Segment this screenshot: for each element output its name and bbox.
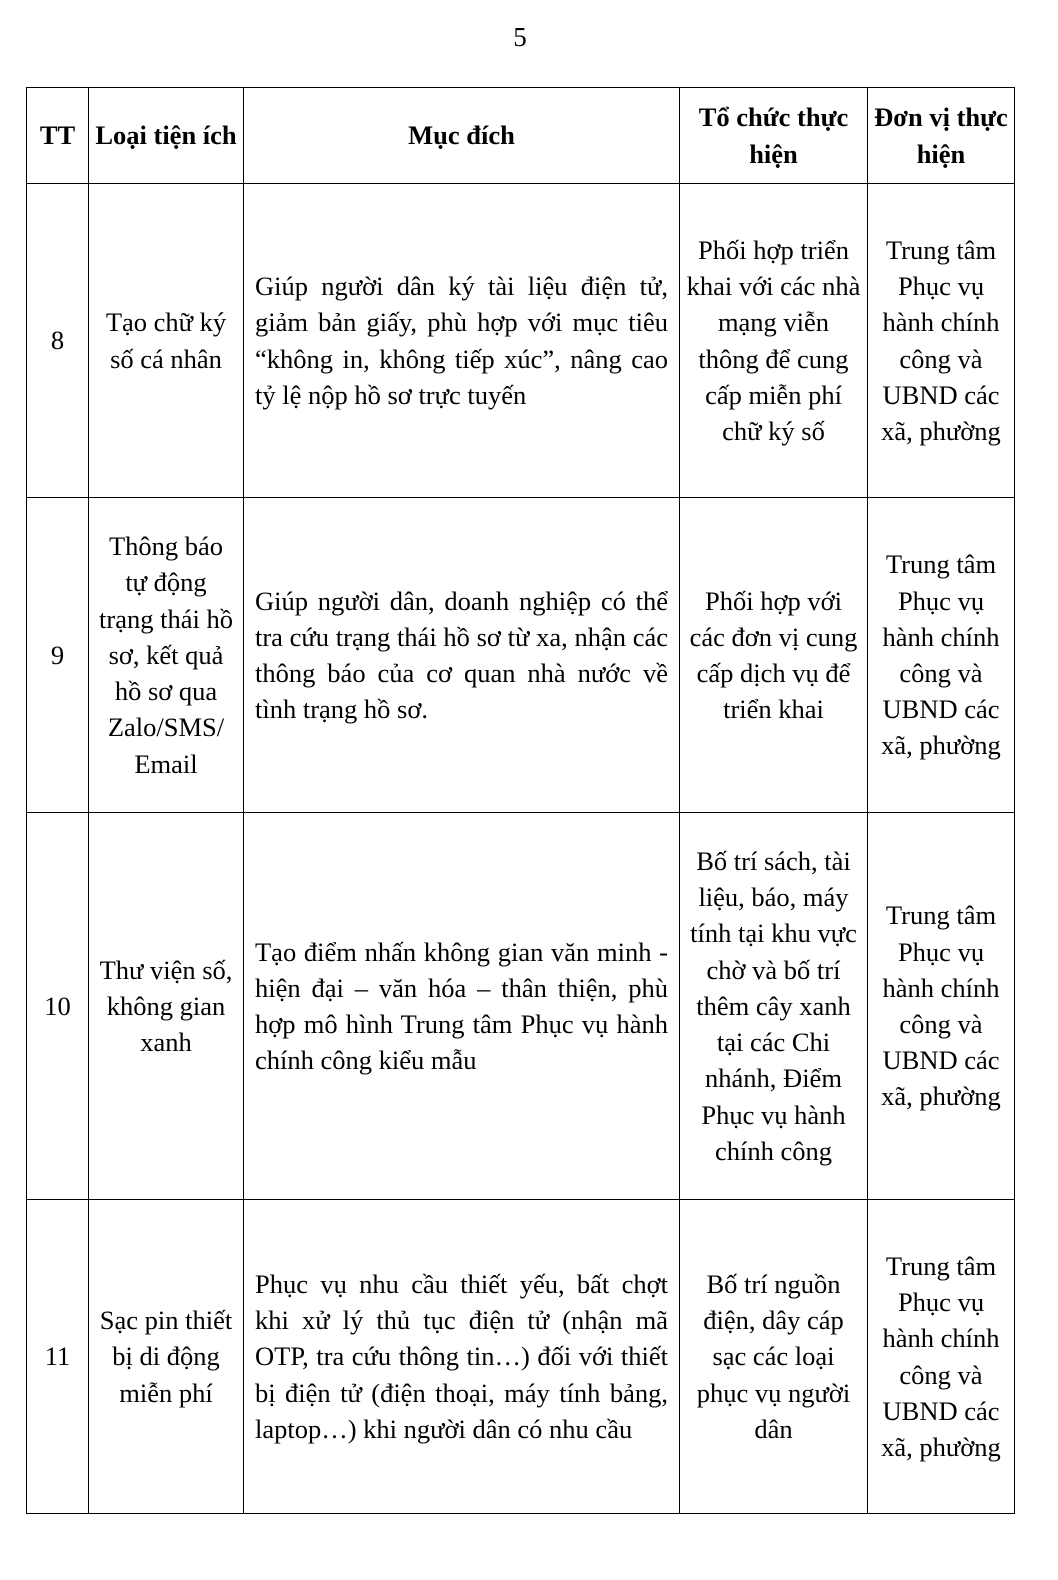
utilities-table	[26, 87, 1015, 1514]
header-organize: Tổ chức thực hiện	[680, 88, 868, 184]
cell-unit: Trung tâm Phục vụ hành chính công và UBND các xã, phường	[868, 184, 1015, 498]
cell-tt: 8	[27, 184, 89, 498]
cell-type: Sạc pin thiết bị di động miễn phí	[89, 1200, 244, 1514]
table-row	[27, 1200, 1015, 1514]
table-body	[27, 184, 1015, 1514]
table-row	[27, 813, 1015, 1200]
table-header	[27, 88, 1015, 184]
header-purpose: Mục đích	[244, 88, 680, 184]
cell-purpose: Giúp người dân ký tài liệu điện tử, giảm bản giấy, phù hợp với mục tiêu “không in, không tiếp xúc”, nâng cao tỷ lệ nộp hồ sơ trực tuyến	[244, 184, 680, 498]
cell-unit: Trung tâm Phục vụ hành chính công và UBND các xã, phường	[868, 498, 1015, 813]
cell-tt: 9	[27, 498, 89, 813]
cell-tt: 10	[27, 813, 89, 1200]
cell-type: Tạo chữ ký số cá nhân	[89, 184, 244, 498]
cell-purpose: Phục vụ nhu cầu thiết yếu, bất chợt khi xử lý thủ tục điện tử (nhận mã OTP, tra cứu thông tin…) đối với thiết bị điện tử (điện thoại, máy tính bảng, laptop…) khi người dân có nhu cầu	[244, 1200, 680, 1514]
cell-unit: Trung tâm Phục vụ hành chính công và UBND các xã, phường	[868, 813, 1015, 1200]
header-type: Loại tiện ích	[89, 88, 244, 184]
table-row	[27, 184, 1015, 498]
page-number: 5	[513, 22, 527, 52]
cell-purpose: Giúp người dân, doanh nghiệp có thể tra cứu trạng thái hồ sơ từ xa, nhận các thông báo của cơ quan nhà nước về tình trạng hồ sơ.	[244, 498, 680, 813]
cell-type: Thư viện số, không gian xanh	[89, 813, 244, 1200]
cell-purpose: Tạo điểm nhấn không gian văn minh - hiện đại – văn hóa – thân thiện, phù hợp mô hình Trung tâm Phục vụ hành chính công kiểu mẫu	[244, 813, 680, 1200]
cell-organize: Bố trí nguồn điện, dây cáp sạc các loại phục vụ người dân	[680, 1200, 868, 1514]
header-tt: TT	[27, 88, 89, 184]
cell-unit: Trung tâm Phục vụ hành chính công và UBND các xã, phường	[868, 1200, 1015, 1514]
cell-type: Thông báo tự động trạng thái hồ sơ, kết quả hồ sơ qua Zalo/SMS/ Email	[89, 498, 244, 813]
table-row	[27, 498, 1015, 813]
cell-tt: 11	[27, 1200, 89, 1514]
cell-organize: Phối hợp triển khai với các nhà mạng viễn thông để cung cấp miễn phí chữ ký số	[680, 184, 868, 498]
header-row	[27, 88, 1015, 184]
header-unit: Đơn vị thực hiện	[868, 88, 1015, 184]
cell-organize: Bố trí sách, tài liệu, báo, máy tính tại khu vực chờ và bố trí thêm cây xanh tại các Chi nhánh, Điểm Phục vụ hành chính công	[680, 813, 868, 1200]
cell-organize: Phối hợp với các đơn vị cung cấp dịch vụ để triển khai	[680, 498, 868, 813]
